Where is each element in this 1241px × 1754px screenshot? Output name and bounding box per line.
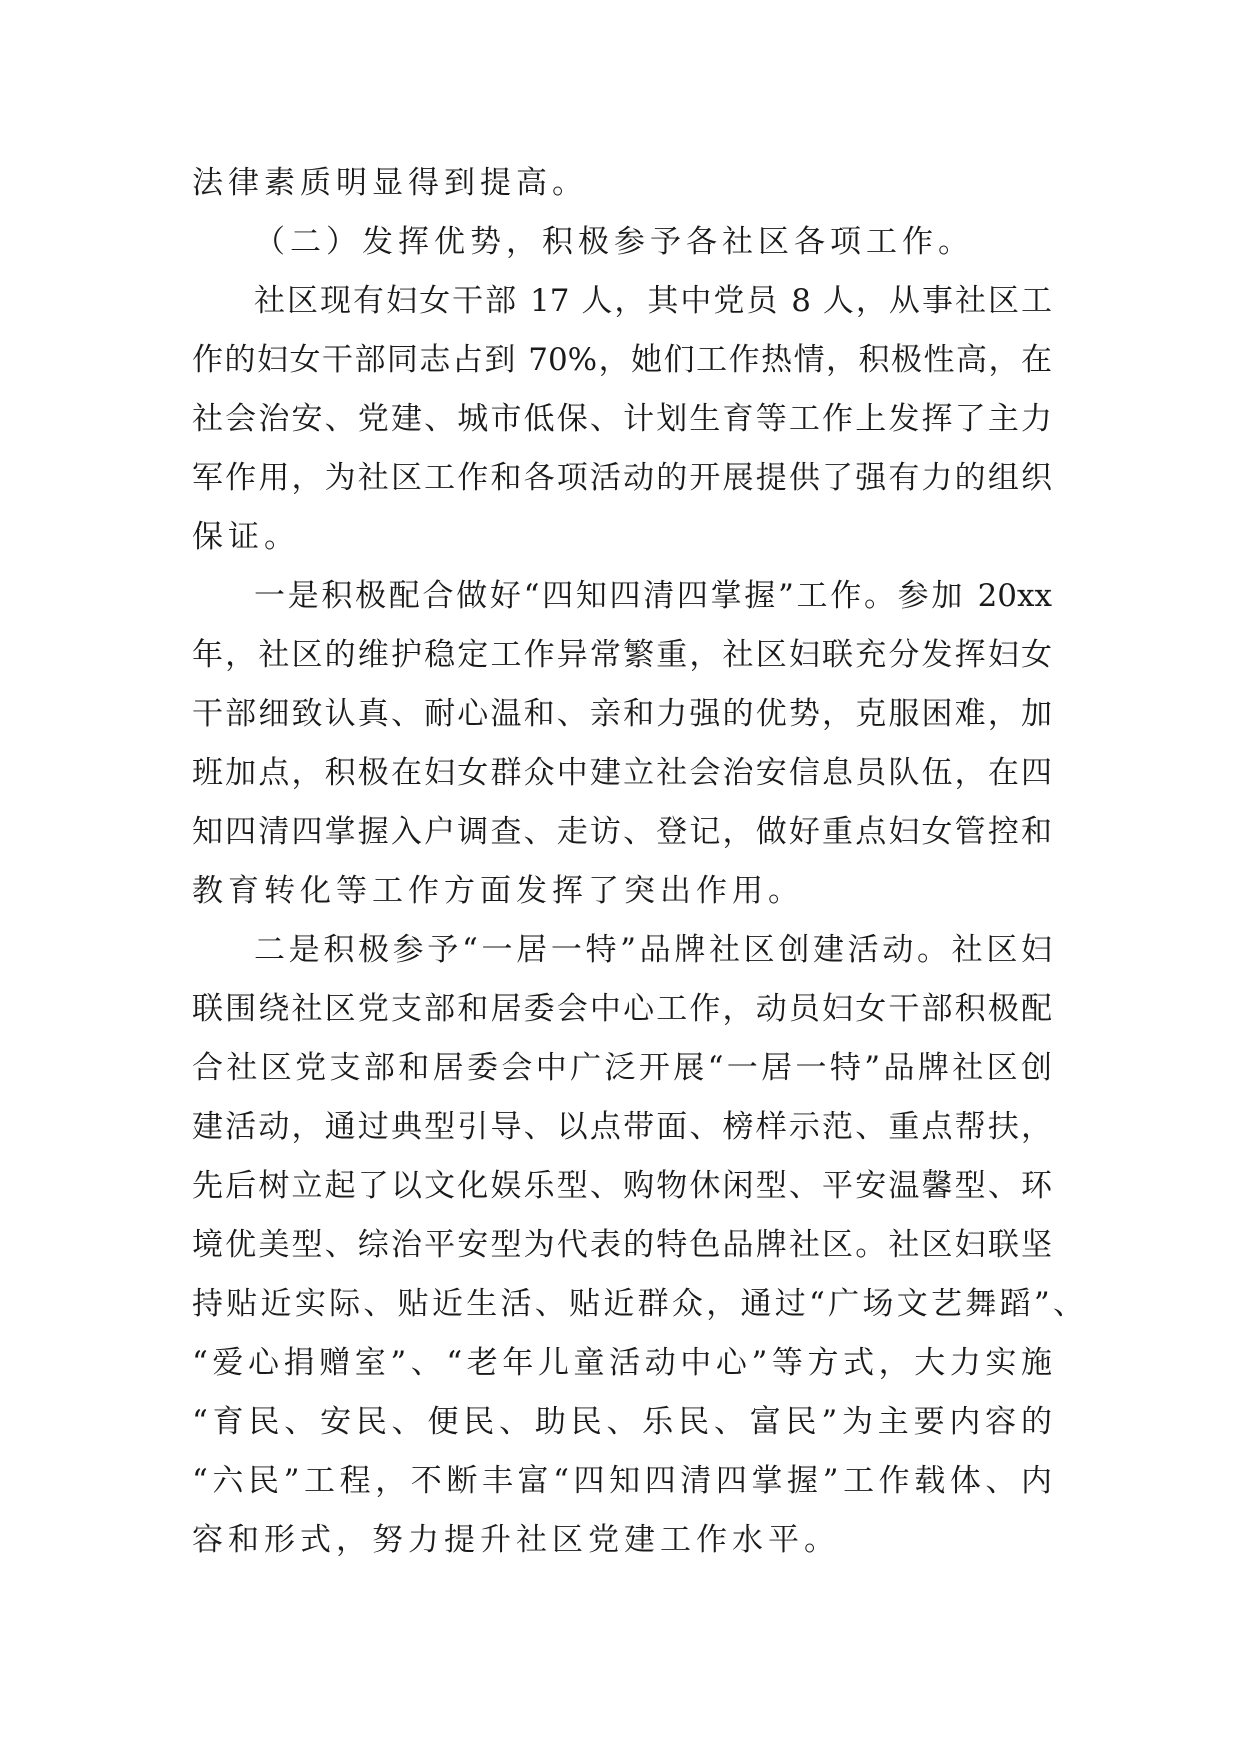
paragraph-line: “育民、安民、便民、助民、乐民、富民”为主要内容的 — [192, 1404, 1052, 1440]
paragraph-line: 建活动，通过典型引导、以点带面、榜样示范、重点帮扶， — [192, 1109, 1052, 1145]
body-text — [192, 154, 1084, 1570]
paragraph-line: 先后树立起了以文化娱乐型、购物休闲型、平安温馨型、环 — [192, 1168, 1052, 1204]
paragraph-line: 境优美型、综治平安型为代表的特色品牌社区。社区妇联坚 — [192, 1227, 1052, 1263]
paragraph-line: 社会治安、党建、城市低保、计划生育等工作上发挥了主力 — [192, 401, 1052, 437]
paragraph-line: 知四清四掌握入户调查、走访、登记，做好重点妇女管控和 — [192, 814, 1052, 850]
paragraph-line: “六民”工程，不断丰富“四知四清四掌握”工作载体、内 — [192, 1463, 1052, 1499]
paragraph-line: 容和形式，努力提升社区党建工作水平。 — [192, 1522, 840, 1558]
paragraph-line: 二是积极参予“一居一特”品牌社区创建活动。社区妇 — [254, 932, 1052, 968]
paragraph-line: 教育转化等工作方面发挥了突出作用。 — [192, 873, 804, 909]
paragraph-line: 作的妇女干部同志占到 70%，她们工作热情，积极性高，在 — [192, 342, 1052, 378]
paragraph-line: 保证。 — [192, 519, 300, 555]
paragraph-line: 干部细致认真、耐心温和、亲和力强的优势，克服困难，加 — [192, 696, 1052, 732]
paragraph-line: 班加点，积极在妇女群众中建立社会治安信息员队伍，在四 — [192, 755, 1052, 791]
paragraph-line: 联围绕社区党支部和居委会中心工作，动员妇女干部积极配 — [192, 991, 1052, 1027]
paragraph-line: 法律素质明显得到提高。 — [192, 165, 588, 201]
paragraph-line: “爱心捐赠室”、“老年儿童活动中心”等方式，大力实施 — [192, 1345, 1052, 1381]
paragraph-line: 社区现有妇女干部 17 人，其中党员 8 人，从事社区工 — [254, 283, 1052, 319]
section-heading: （二）发挥优势，积极参予各社区各项工作。 — [254, 224, 974, 260]
paragraph-line: 军作用，为社区工作和各项活动的开展提供了强有力的组织 — [192, 460, 1052, 496]
paragraph-line: 合社区党支部和居委会中广泛开展“一居一特”品牌社区创 — [192, 1050, 1052, 1086]
paragraph-line: 一是积极配合做好“四知四清四掌握”工作。参加 20xx — [254, 578, 1052, 614]
paragraph-line: 持贴近实际、贴近生活、贴近群众，通过“广场文艺舞蹈”、 — [192, 1286, 1084, 1322]
paragraph-line: 年，社区的维护稳定工作异常繁重，社区妇联充分发挥妇女 — [192, 637, 1052, 673]
